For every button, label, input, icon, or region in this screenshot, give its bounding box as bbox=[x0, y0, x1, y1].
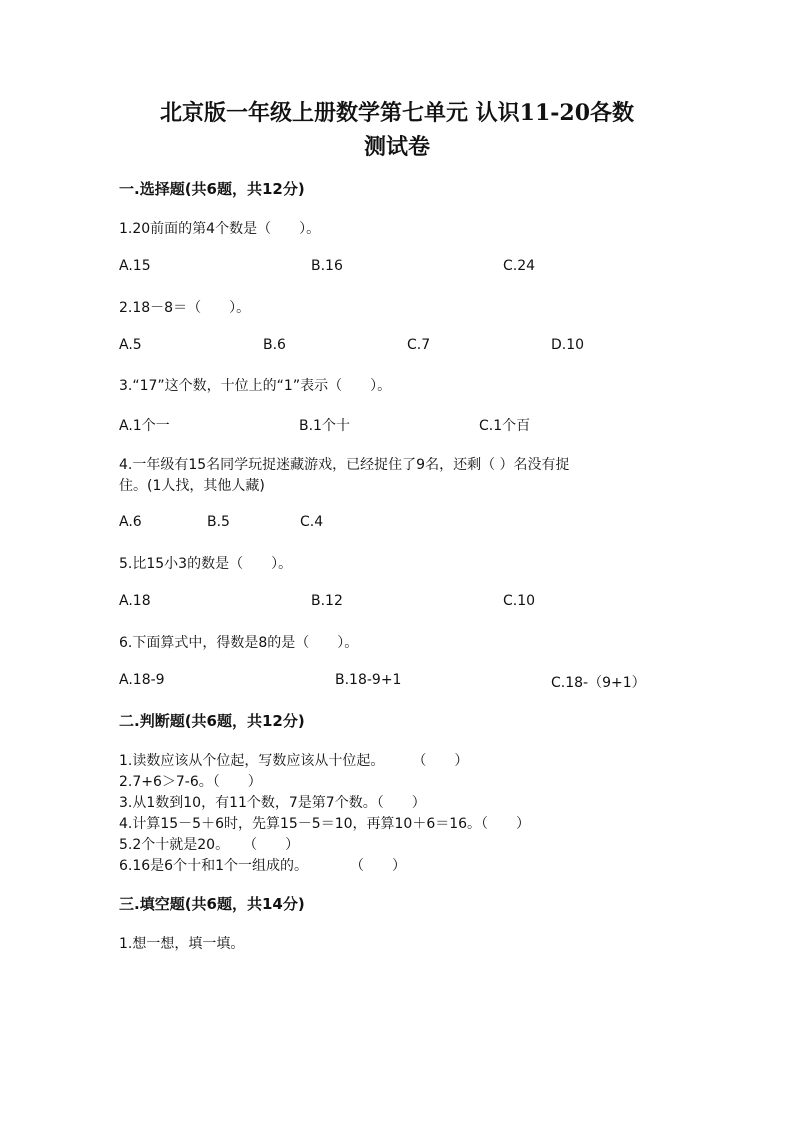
q3-option-b: B.1个十 bbox=[299, 418, 350, 434]
judge-item-4: 4.计算15－5＋6时，先算15－5＝10，再算10＋6＝16。（ ） bbox=[119, 816, 531, 832]
question-2: 2.18－8＝（ ）。 bbox=[119, 300, 251, 316]
q6-option-a: A.18-9 bbox=[119, 672, 165, 688]
question-3: 3.“17”这个数，十位上的“1”表示（ ）。 bbox=[119, 378, 392, 394]
question-4-line-1: 4.一年级有15名同学玩捉迷藏游戏，已经捉住了9名，还剩（ ）名没有捉 bbox=[119, 457, 570, 473]
q3-option-c: C.1个百 bbox=[479, 418, 531, 434]
fill-item-1: 1.想一想，填一填。 bbox=[119, 936, 245, 952]
q2-option-a: A.5 bbox=[119, 337, 142, 353]
q6-option-c: C.18-（9+1） bbox=[551, 675, 646, 691]
section-heading-choice: 一.选择题(共6题，共12分) bbox=[119, 180, 305, 198]
q1-option-b: B.16 bbox=[311, 258, 343, 274]
section-heading-fill: 三.填空题(共6题，共14分) bbox=[119, 895, 305, 913]
q4-option-c: C.4 bbox=[300, 514, 324, 530]
q2-option-c: C.7 bbox=[407, 337, 431, 353]
question-4-line-2: 住。(1人找，其他人藏) bbox=[119, 478, 265, 494]
q5-option-a: A.18 bbox=[119, 593, 151, 609]
judge-item-3: 3.从1数到10，有11个数，7是第7个数。（ ） bbox=[119, 795, 426, 811]
question-6: 6.下面算式中，得数是8的是（ ）。 bbox=[119, 635, 359, 651]
q4-option-b: B.5 bbox=[207, 514, 230, 530]
question-1: 1.20前面的第4个数是（ ）。 bbox=[119, 221, 321, 237]
judge-item-6: 6.16是6个十和1个一组成的。 （ ） bbox=[119, 858, 406, 874]
section-heading-judge: 二.判断题(共6题，共12分) bbox=[119, 712, 305, 730]
title-line-2: 测试卷 bbox=[363, 134, 430, 160]
judge-item-2: 2.7+6＞7-6。（ ） bbox=[119, 774, 262, 790]
judge-item-5: 5.2个十就是20。 （ ） bbox=[119, 837, 300, 853]
q5-option-c: C.10 bbox=[503, 593, 536, 609]
title-line-1: 北京版一年级上册数学第七单元 认识11-20各数 bbox=[159, 100, 635, 126]
q1-option-c: C.24 bbox=[503, 258, 536, 274]
question-5: 5.比15小3的数是（ ）。 bbox=[119, 556, 293, 572]
q3-option-a: A.1个一 bbox=[119, 418, 170, 434]
q1-option-a: A.15 bbox=[119, 258, 151, 274]
judge-item-1: 1.读数应该从个位起，写数应该从十位起。 （ ） bbox=[119, 753, 469, 769]
q5-option-b: B.12 bbox=[311, 593, 343, 609]
q4-option-a: A.6 bbox=[119, 514, 142, 530]
q2-option-d: D.10 bbox=[551, 337, 585, 353]
q2-option-b: B.6 bbox=[263, 337, 286, 353]
q6-option-b: B.18-9+1 bbox=[335, 672, 402, 688]
